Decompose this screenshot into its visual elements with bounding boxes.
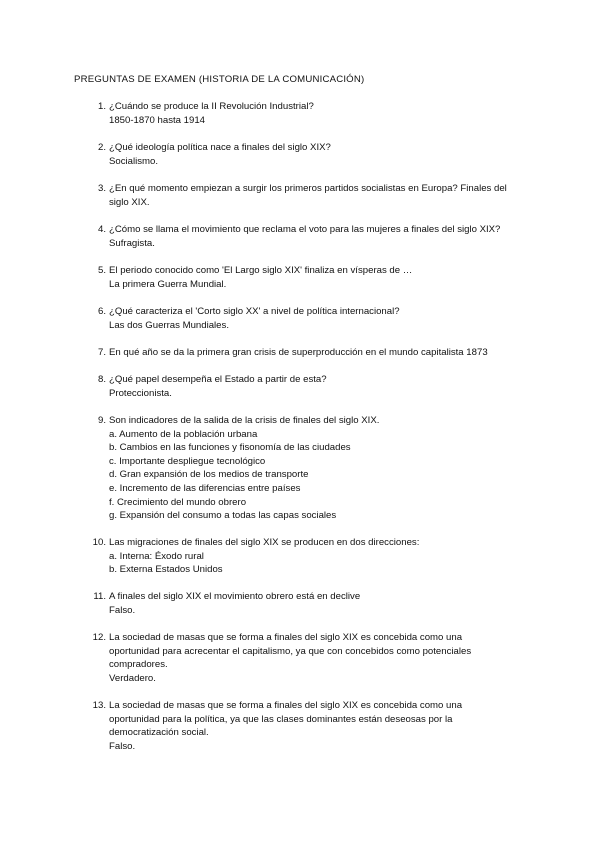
question-text: compradores. xyxy=(109,659,168,671)
question-text: ¿Cuándo se produce la II Revolución Industrial? xyxy=(109,101,314,112)
list-item: c. Importante despliegue tecnológico xyxy=(109,455,266,467)
question-number: 10. xyxy=(92,537,106,548)
question-number: 11. xyxy=(93,591,106,602)
answer-text: Falso. xyxy=(109,604,136,616)
list-item: f. Crecimiento del mundo obrero xyxy=(109,496,247,508)
question-number: 9. xyxy=(97,415,106,426)
answer-text: 1850-1870 hasta 1914 xyxy=(109,114,206,126)
list-item: d. Gran expansión de los medios de transporte xyxy=(109,469,309,481)
question-6 xyxy=(90,305,540,332)
answer-text: Socialismo. xyxy=(109,155,159,167)
question-4 xyxy=(90,223,540,250)
list-item: a. Aumento de la población urbana xyxy=(109,428,258,440)
answer-text: siglo XIX. xyxy=(109,196,150,208)
question-text: ¿Qué caracteriza el 'Corto siglo XX' a nivel de política internacional? xyxy=(109,306,400,317)
question-3 xyxy=(90,182,540,209)
question-text: ¿En qué momento empiezan a surgir los primeros partidos socialistas en Europa? Finales del xyxy=(109,183,507,194)
question-5 xyxy=(90,264,540,291)
question-1 xyxy=(90,100,540,127)
question-number: 8. xyxy=(97,374,106,385)
question-text: oportunidad para acrecentar el capitalismo, ya que con concebidos como potenciales xyxy=(109,645,472,657)
question-text: A finales del siglo XIX el movimiento obrero está en declive xyxy=(109,591,361,602)
answer-text: La primera Guerra Mundial. xyxy=(109,278,227,290)
answer-text: Las dos Guerras Mundiales. xyxy=(109,319,229,331)
question-12 xyxy=(90,631,540,685)
question-text: La sociedad de masas que se forma a finales del siglo XIX es concebida como una xyxy=(109,700,463,711)
question-number: 12. xyxy=(92,632,106,643)
answer-text: Verdadero. xyxy=(109,672,156,684)
question-13 xyxy=(90,699,540,753)
question-8 xyxy=(90,373,540,400)
list-item: a. Interna: Éxodo rural xyxy=(109,550,204,562)
question-number: 1. xyxy=(97,101,106,112)
question-number: 2. xyxy=(97,142,106,153)
question-number: 4. xyxy=(97,224,106,235)
question-text: ¿Qué papel desempeña el Estado a partir de esta? xyxy=(109,374,327,385)
question-text: oportunidad para la política, ya que las clases dominantes están deseosas por la xyxy=(109,713,453,725)
question-7 xyxy=(90,346,540,360)
answer-text: Falso. xyxy=(109,740,136,752)
question-number: 5. xyxy=(97,265,106,276)
question-text: Las migraciones de finales del siglo XIX se producen en dos direcciones: xyxy=(109,537,420,548)
question-11 xyxy=(90,590,540,617)
list-item: e. Incremento de las diferencias entre países xyxy=(109,482,301,494)
question-9 xyxy=(90,414,540,523)
question-2 xyxy=(90,141,540,168)
question-text: ¿Cómo se llama el movimiento que reclama el voto para las mujeres a finales del siglo XIX? xyxy=(109,224,501,235)
list-item: b. Cambios en las funciones y fisonomía de las ciudades xyxy=(109,442,351,454)
question-10 xyxy=(90,536,540,577)
answer-text: Sufragista. xyxy=(109,237,155,249)
question-number: 13. xyxy=(92,700,106,711)
question-text: ¿Qué ideología política nace a finales del siglo XIX? xyxy=(109,142,331,153)
list-item: b. Externa Estados Unidos xyxy=(109,564,223,576)
page-title: PREGUNTAS DE EXAMEN (HISTORIA DE LA COMUNICACIÓN) xyxy=(74,74,365,85)
question-text: La sociedad de masas que se forma a finales del siglo XIX es concebida como una xyxy=(109,632,463,643)
question-text: democratización social. xyxy=(109,727,209,739)
question-number: 3. xyxy=(97,183,106,194)
list-item: g. Expansión del consumo a todas las capas sociales xyxy=(109,510,337,522)
question-number: 7. xyxy=(97,347,106,358)
answer-text: Proteccionista. xyxy=(109,387,172,399)
question-text: El periodo conocido como 'El Largo siglo XIX' finaliza en vísperas de … xyxy=(109,265,413,276)
question-text: Son indicadores de la salida de la crisis de finales del siglo XIX. xyxy=(109,415,380,426)
question-text: En qué año se da la primera gran crisis de superproducción en el mundo capitalista 1873 xyxy=(109,347,488,358)
question-number: 6. xyxy=(97,306,106,317)
